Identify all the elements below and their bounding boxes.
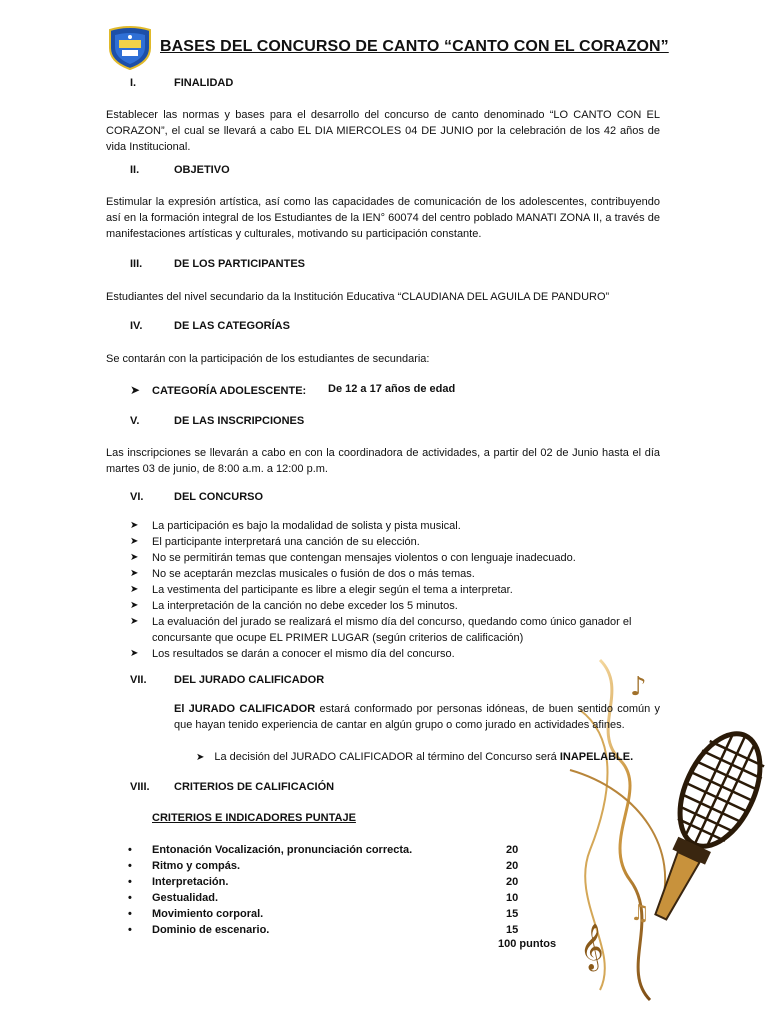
- section-title: DE LAS CATEGORÍAS: [174, 320, 290, 332]
- criterios-subtitle: CRITERIOS E INDICADORES PUNTAJE: [152, 812, 356, 824]
- list-item: • Dominio de escenario. 15: [128, 924, 519, 936]
- arrow-bullet-icon: ➤: [130, 568, 139, 579]
- section-participantes-heading: [130, 258, 305, 270]
- svg-text:𝄞: 𝄞: [580, 924, 604, 970]
- list-item: ➤ El participante interpretará una canción de su elección.: [130, 536, 420, 548]
- section-number: V.: [130, 415, 140, 427]
- categorias-paragraph: Se contarán con la participación de los estudiantes de secundaria:: [106, 353, 430, 365]
- bullet-dot-icon: •: [128, 892, 132, 904]
- list-item: ➤ Los resultados se darán a conocer el mismo día del concurso.: [130, 648, 455, 660]
- arrow-bullet-icon: ➤: [130, 616, 139, 627]
- list-item: ➤ La participación es bajo la modalidad de solista y pista musical.: [130, 520, 461, 532]
- section-criterios-heading: [130, 781, 334, 793]
- arrow-bullet-icon: ➤: [130, 536, 139, 547]
- school-shield-logo: [106, 26, 154, 70]
- section-jurado-heading: [130, 674, 324, 686]
- list-item: ➤ No se permitirán temas que contengan mensajes violentos o con lenguaje inadecuado.: [130, 552, 576, 564]
- categoria-row: [130, 383, 456, 397]
- arrow-bullet-icon: ➤: [130, 648, 139, 659]
- arrow-bullet-icon: ➤: [130, 552, 139, 563]
- section-number: III.: [130, 258, 143, 270]
- criterios-list: [128, 842, 548, 938]
- svg-text:♪: ♪: [630, 672, 647, 702]
- section-title: DE LOS PARTICIPANTES: [174, 258, 305, 270]
- list-item: • Interpretación. 20: [128, 876, 519, 888]
- section-title: DEL JURADO CALIFICADOR: [174, 674, 325, 686]
- bullet-dot-icon: •: [128, 860, 132, 872]
- list-item: • Entonación Vocalización, pronunciación correcta. 20: [128, 844, 519, 856]
- bullet-dot-icon: •: [128, 924, 132, 936]
- arrow-bullet-icon: ➤: [130, 600, 139, 611]
- arrow-bullet-icon: ➤: [130, 383, 141, 397]
- arrow-bullet-icon: ➤: [130, 520, 139, 531]
- section-title: FINALIDAD: [174, 77, 234, 89]
- categoria-label: CATEGORÍA ADOLESCENTE:: [152, 385, 307, 397]
- section-title: OBJETIVO: [174, 164, 230, 176]
- section-categorias-heading: [130, 320, 290, 332]
- inscripciones-paragraph: Las inscripciones se llevarán a cabo en con la coordinadora de actividades, a partir del 02 de Junio hasta el día martes 03 de junio, de 8:00 a.m. a 12:00 p.m.: [106, 447, 660, 475]
- concurso-list: [130, 518, 660, 662]
- total-points: 100 puntos: [498, 938, 557, 950]
- list-item: ➤ No se aceptarán mezclas musicales o fusión de dos o más temas.: [130, 568, 475, 580]
- list-item: ➤ La vestimenta del participante es libre a elegir según el tema a interpretar.: [130, 584, 513, 596]
- section-objetivo-heading: [130, 164, 230, 176]
- section-title: CRITERIOS DE CALIFICACIÓN: [174, 781, 335, 793]
- list-item: ➤ La interpretación de la canción no debe exceder los 5 minutos.: [130, 600, 458, 612]
- list-item: • Movimiento corporal. 15: [128, 908, 519, 920]
- arrow-bullet-icon: ➤: [196, 752, 205, 763]
- section-number: VIII.: [130, 781, 150, 793]
- section-concurso-heading: [130, 491, 263, 503]
- jurado-decision: ➤ La decisión del JURADO CALIFICADOR al término del Concurso será INAPELABLE.: [196, 751, 634, 763]
- categoria-value: De 12 a 17 años de edad: [328, 383, 456, 395]
- bullet-dot-icon: •: [128, 844, 132, 856]
- arrow-bullet-icon: ➤: [130, 584, 139, 595]
- section-number: VII.: [130, 674, 147, 686]
- participantes-paragraph: Estudiantes del nivel secundario da la Institución Educativa “CLAUDIANA DEL AGUILA DE PANDURO”: [106, 291, 610, 303]
- section-title: DEL CONCURSO: [174, 491, 264, 503]
- section-title: DE LAS INSCRIPCIONES: [174, 415, 305, 427]
- list-item: • Gestualidad. 10: [128, 892, 519, 904]
- jurado-paragraph: El JURADO CALIFICADOR estará conformado por personas idóneas, de buen sentido común y que hayan tenido experiencia de cantar en algún grupo o como jurado en actividades afines.: [174, 703, 660, 731]
- svg-text:♫: ♫: [630, 901, 650, 926]
- section-number: IV.: [130, 320, 143, 332]
- section-finalidad-heading: [130, 77, 233, 89]
- section-number: II.: [130, 164, 140, 176]
- bullet-dot-icon: •: [128, 908, 132, 920]
- bullet-dot-icon: •: [128, 876, 132, 888]
- objetivo-paragraph: Estimular la expresión artística, así como las capacidades de comunicación de los adolescentes, contribuyendo así en la formación integral de los Estudiantes de la IEN° 60074 del centro poblado MANATI ZONA II, a través de manifestaciones artísticas y culturales, motivando su participación constante.: [106, 196, 660, 240]
- section-number: I.: [130, 77, 137, 89]
- finalidad-paragraph: Establecer las normas y bases para el desarrollo del concurso de canto denominado “LO CANTO CON EL CORAZON”, el cual se llevará a cabo EL DIA MIERCOLES 04 DE JUNIO por la celebración de los 42 años de vida Institucional.: [106, 109, 660, 153]
- list-item: • Ritmo y compás. 20: [128, 860, 519, 872]
- section-number: VI.: [130, 491, 144, 503]
- document-title: BASES DEL CONCURSO DE CANTO “CANTO CON EL CORAZON”: [160, 38, 669, 55]
- section-inscripciones-heading: [130, 415, 304, 427]
- list-item: ➤ La evaluación del jurado se realizará el mismo día del concurso, quedando como único ganador el concursante que ocupe EL PRIMER LUGAR (según criterios de calificación): [130, 616, 632, 644]
